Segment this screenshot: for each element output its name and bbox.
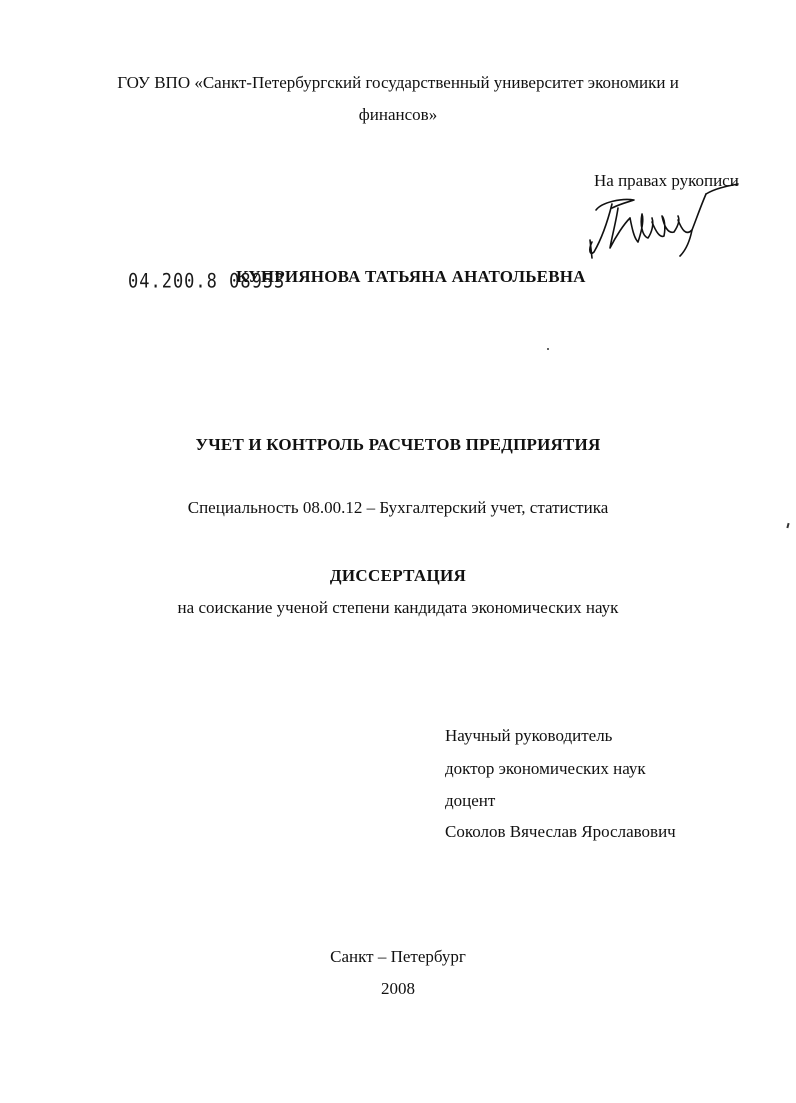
degree-line: на соискание ученой степени кандидата экономических наук	[177, 598, 619, 617]
handwritten-signature	[582, 180, 742, 260]
organization-line-1: ГОУ ВПО «Санкт-Петербургский государственный университет экономики и	[117, 73, 679, 92]
document-type: ДИССЕРТАЦИЯ	[329, 566, 467, 585]
scan-speck	[786, 523, 789, 528]
advisor-name: Соколов Вячеслав Ярославович	[445, 822, 676, 841]
year: 2008	[381, 979, 415, 998]
advisor-degree: доктор экономических наук	[445, 759, 646, 778]
author-name: КУПРИЯНОВА ТАТЬЯНА АНАТОЛЬЕВНА	[236, 267, 586, 286]
advisor-rank: доцент	[445, 791, 496, 810]
thesis-title: УЧЕТ И КОНТРОЛЬ РАСЧЕТОВ ПРЕДПРИЯТИЯ	[195, 435, 601, 454]
archive-stamp: 04.200.8 08953	[128, 270, 286, 293]
specialty-line: Специальность 08.00.12 – Бухгалтерский учет, статистика	[187, 498, 609, 517]
scan-speck	[547, 348, 549, 350]
organization-line-2: финансов»	[358, 105, 438, 124]
manuscript-note: На правах рукописи	[594, 171, 739, 190]
advisor-heading: Научный руководитель	[445, 726, 613, 745]
city: Санкт – Петербург	[330, 947, 466, 966]
